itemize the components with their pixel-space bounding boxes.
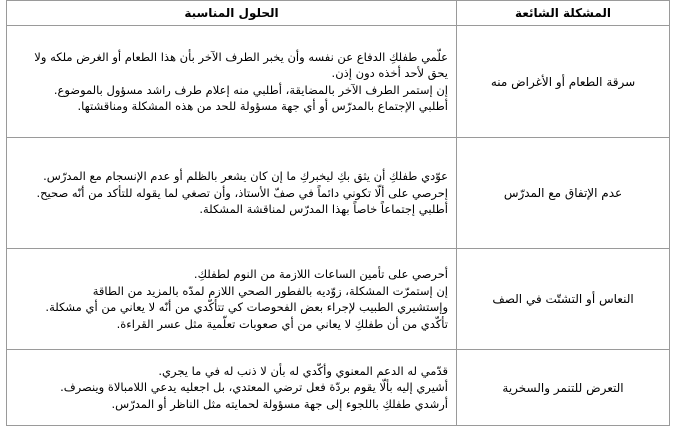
solution-cell [7, 350, 457, 426]
table-row [7, 138, 670, 249]
solution-line: أحرصي على تأمين الساعات اللازمة من النوم لطفلكِ. [193, 267, 448, 281]
solution-line: إن إستمر الطرف الآخر بالمضايقة، أطلبي منه إعلام طرف راشد مسؤول بالموضوع. [53, 82, 448, 97]
problem-cell: عدم الإتفاق مع المدرّس [457, 138, 670, 249]
solution-line: أطلبي إجتماعاً خاصاً بهذا المدرّس لمناقشة المشكلة. [199, 202, 448, 217]
solution-line: عوّدي طفلكِ أن يثق بكِ ليخبركِ ما إن كان يشعر بالظلم أو عدم الإنسجام مع المدرّس. [43, 169, 448, 184]
solution-line: قدّمي له الدعم المعنوي وأكّدي له بأن لا ذنب له في ما يجري. [158, 363, 448, 378]
solution-line: تأكّدي من أن طفلكِ لا يعاني من أي صعوبات تعلّمية مثل عسر القراءة. [116, 316, 448, 331]
header-solution: الحلول المناسبة [7, 1, 457, 26]
header-problem: المشكلة الشائعة [457, 1, 670, 26]
table-row [7, 350, 670, 426]
solution-line: وإستشيري الطبيب لإجراء بعض الفحوصات كي تتأكّدي من أنّه لا يعاني من أي مشكلة. [45, 300, 448, 314]
solution-line: إحرصي على ألّا تكوني دائماً في صفّ الأستاذ، وأن تصغي لما يقوله للتأكد من أنّه صحيح. [36, 185, 448, 200]
solution-line: أطلبي الإجتماع بالمدرّس أو أي جهة مسؤولة للحد من هذه المشكلة ومناقشتها. [77, 99, 448, 113]
problem-cell: النعاس أو التشتّت في الصف [457, 249, 670, 350]
table-header-row [7, 1, 670, 26]
table-row [7, 249, 670, 350]
solution-line: علّمي طفلكِ الدفاع عن نفسه وأن يخبر الطرف الآخر بأن هذا الطعام أو الغرض ملكه ولا يحق لأحد أخذه دون إذن. [34, 49, 448, 80]
solution-cell [7, 26, 457, 138]
solution-line: أرشدي طفلكِ باللجوء إلى جهة مسؤولة لحمايته مثل الناظر أو المدرّس. [111, 396, 448, 411]
problem-cell: سرقة الطعام أو الأغراض منه [457, 26, 670, 138]
solution-cell [7, 249, 457, 350]
solution-cell [7, 138, 457, 249]
table-row [7, 26, 670, 138]
solution-line: أشيري إليه بألّا يقوم بردّة فعل ترضي المعتدي، بل اجعليه يدعي اللامبالاة وينصرف. [60, 380, 448, 395]
solution-line: إن إستمرّت المشكلة، زوّديه بالفطور الصحي اللازم لمدّه بالمزيد من الطاقة [92, 283, 448, 298]
problem-cell: التعرض للتنمر والسخرية [457, 350, 670, 426]
problems-solutions-table [6, 0, 670, 426]
